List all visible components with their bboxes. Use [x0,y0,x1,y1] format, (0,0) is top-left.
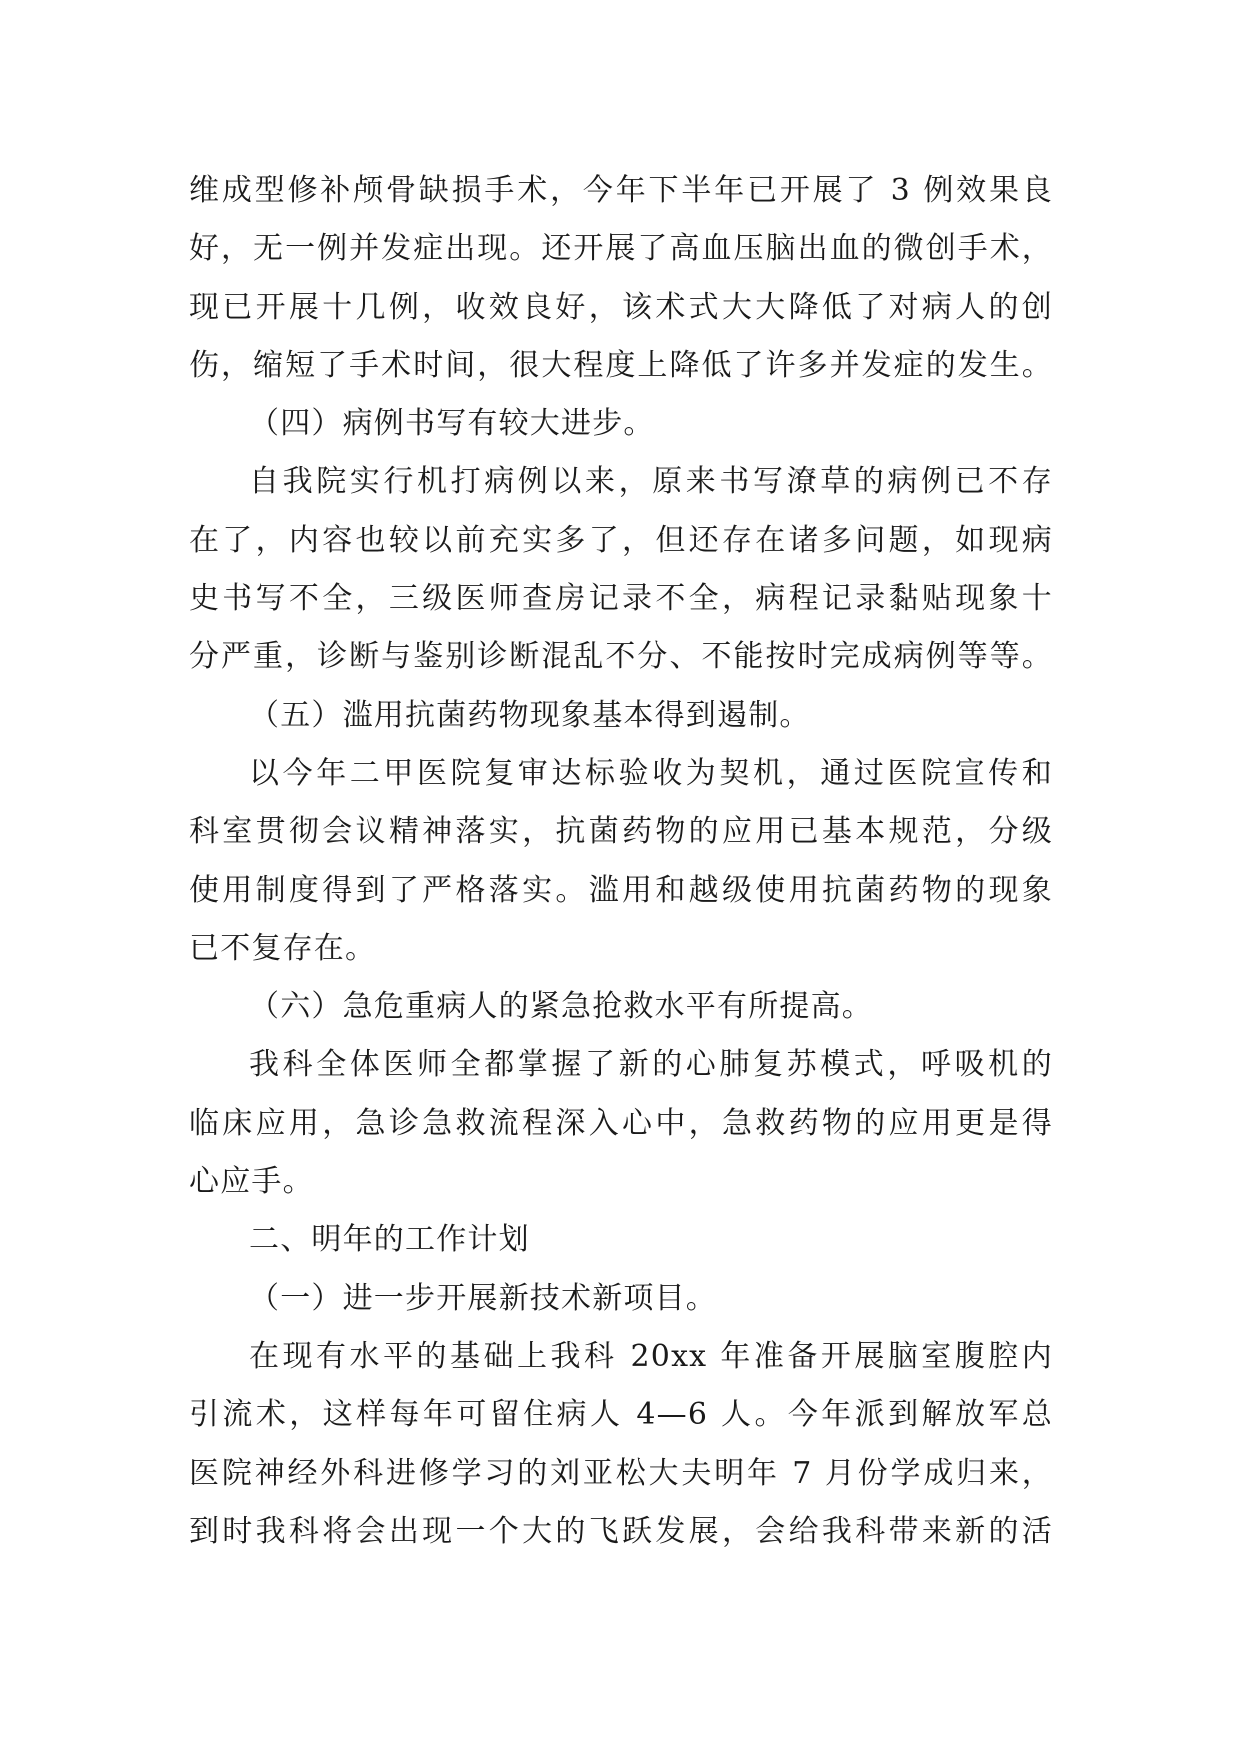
text-line: 心应手。 [189,1164,314,1200]
text-line: 现已开展十几例，收效良好，该术式大大降低了对病人的创 [189,289,1053,325]
text-line: 科室贯彻会议精神落实，抗菌药物的应用已基本规范，分级 [189,814,1053,850]
text-line: 自我院实行机打病例以来，原来书写潦草的病例已不存 [249,464,1053,500]
text-line: （一）进一步开展新技术新项目。 [249,1280,717,1316]
text-line: （六）急危重病人的紧急抢救水平有所提高。 [249,989,873,1025]
text-line: 引流术，这样每年可留住病人 4—6 人。今年派到解放军总 [189,1397,1053,1433]
text-line: 史书写不全，三级医师查房记录不全，病程记录黏贴现象十 [189,581,1053,617]
text-line: 我科全体医师全都掌握了新的心肺复苏模式，呼吸机的 [249,1047,1053,1083]
text-line: 伤，缩短了手术时间，很大程度上降低了许多并发症的发生。 [189,347,1053,383]
text-line: 二、明年的工作计划 [249,1222,530,1258]
document-body [189,162,1053,1561]
text-line: （四）病例书写有较大进步。 [249,406,655,442]
text-line: 已不复存在。 [189,930,377,966]
text-line: 临床应用，急诊急救流程深入心中，急救药物的应用更是得 [189,1105,1053,1141]
text-line: 到时我科将会出现一个大的飞跃发展，会给我科带来新的活 [189,1513,1053,1549]
text-line: 在现有水平的基础上我科 20xx 年准备开展脑室腹腔内 [249,1338,1053,1374]
text-line: （五）滥用抗菌药物现象基本得到遏制。 [249,697,811,733]
text-line: 医院神经外科进修学习的刘亚松大夫明年 7 月份学成归来， [189,1455,1053,1491]
text-line: 维成型修补颅骨缺损手术，今年下半年已开展了 3 例效果良 [189,173,1053,208]
text-line: 分严重，诊断与鉴别诊断混乱不分、不能按时完成病例等等。 [189,639,1053,675]
text-line: 好，无一例并发症出现。还开展了高血压脑出血的微创手术， [189,231,1053,267]
text-line: 以今年二甲医院复审达标验收为契机，通过医院宣传和 [249,755,1053,791]
text-line: 使用制度得到了严格落实。滥用和越级使用抗菌药物的现象 [189,872,1053,908]
text-line: 在了，内容也较以前充实多了，但还存在诸多问题，如现病 [189,522,1053,558]
